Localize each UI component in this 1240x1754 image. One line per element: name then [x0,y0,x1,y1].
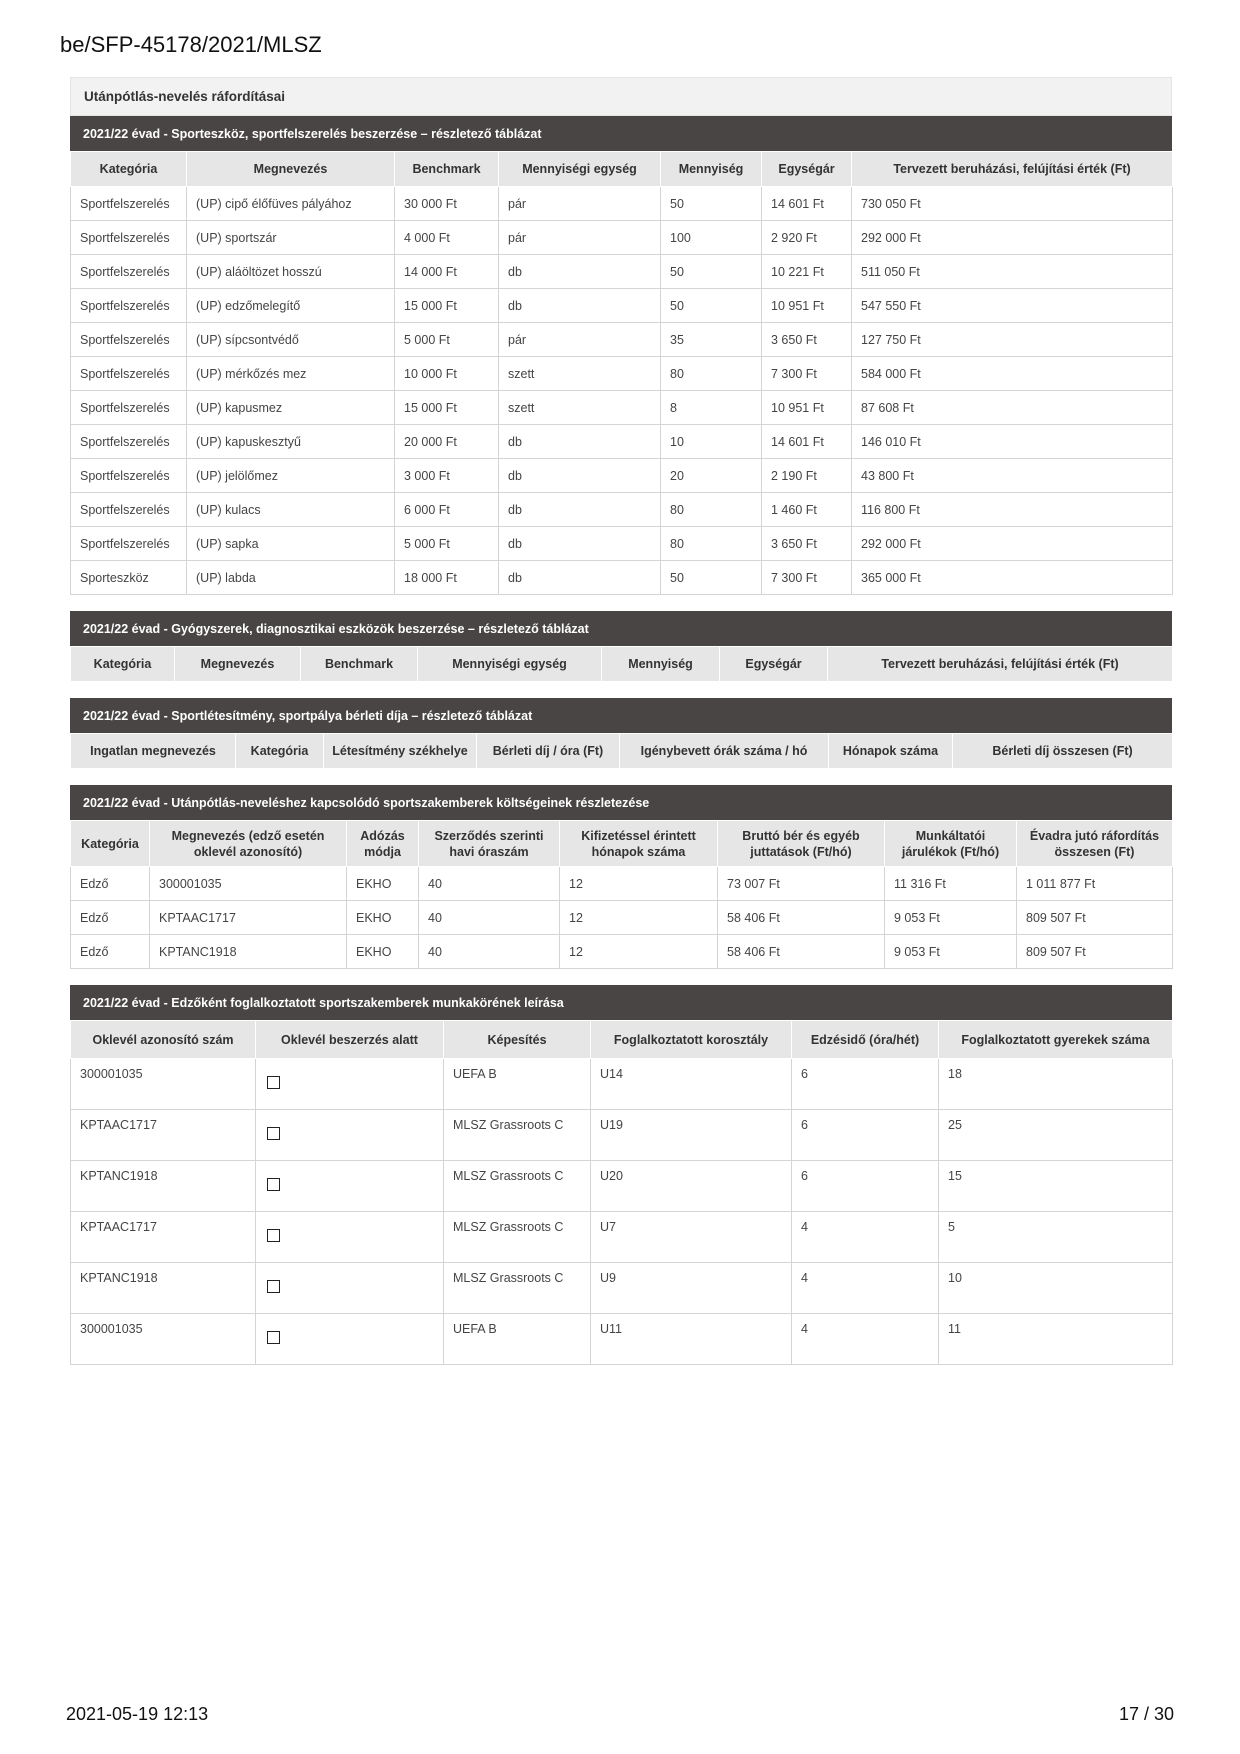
column-header: Mennyiség [661,152,762,187]
column-header: Bérleti díj / óra (Ft) [477,734,620,769]
table-cell: 11 [939,1314,1173,1365]
column-header: Szerződés szerinti havi óraszám [419,821,560,867]
column-header: Kategória [71,152,187,187]
table-cell: (UP) labda [187,561,395,595]
table-cell: Sportfelszerelés [71,221,187,255]
table-cell: 40 [419,867,560,901]
facility-rent-section-title: 2021/22 évad - Sportlétesítmény, sportpálya bérleti díja – részletező táblázat [70,698,1172,733]
table-cell: (UP) kapusmez [187,391,395,425]
table-cell: 6 [792,1110,939,1161]
table-cell: 7 300 Ft [762,561,852,595]
table-cell: 8 [661,391,762,425]
table-cell: Edző [71,867,150,901]
table-cell: UEFA B [444,1314,591,1365]
column-header: Hónapok száma [829,734,953,769]
table-row [71,425,1173,459]
table-cell: 10 951 Ft [762,391,852,425]
table-cell: szett [499,357,661,391]
table-cell: 3 650 Ft [762,527,852,561]
table-cell: 146 010 Ft [852,425,1173,459]
table-cell: U7 [591,1212,792,1263]
column-header: Kategória [71,647,175,682]
table-cell-checkbox [256,1263,444,1314]
table-cell: 50 [661,187,762,221]
table-cell: 3 000 Ft [395,459,499,493]
table-cell: 365 000 Ft [852,561,1173,595]
table-cell: Sportfelszerelés [71,323,187,357]
table-cell: 4 [792,1314,939,1365]
column-header: Évadra jutó ráfordítás összesen (Ft) [1017,821,1173,867]
table-cell: (UP) aláöltözet hosszú [187,255,395,289]
table-row [71,1212,1173,1263]
coaches-section-title: 2021/22 évad - Edzőként foglalkoztatott sportszakemberek munkakörének leírása [70,985,1172,1020]
table-cell: szett [499,391,661,425]
table-cell: Sporteszköz [71,561,187,595]
table-cell: pár [499,187,661,221]
table-cell: db [499,561,661,595]
table-cell: KPTAAC1717 [150,901,347,935]
table-row [71,561,1173,595]
table-cell-checkbox [256,1314,444,1365]
table-cell: 15 [939,1161,1173,1212]
table-cell: 12 [560,901,718,935]
table-cell: 58 406 Ft [718,901,885,935]
table-row [71,357,1173,391]
table-cell: EKHO [347,935,419,969]
table-cell: 2 190 Ft [762,459,852,493]
table-cell: (UP) sportszár [187,221,395,255]
equipment-section-title: 2021/22 évad - Sporteszköz, sportfelszerelés beszerzése – részletező táblázat [70,116,1172,151]
table-cell: 116 800 Ft [852,493,1173,527]
table-cell: 14 601 Ft [762,425,852,459]
table-cell: db [499,493,661,527]
table-cell: 40 [419,935,560,969]
coaches-table [70,1020,1173,1365]
coaches-section [70,985,1172,1365]
table-row [71,493,1173,527]
table-cell: 9 053 Ft [885,901,1017,935]
table-cell: 12 [560,935,718,969]
table-cell: 43 800 Ft [852,459,1173,493]
main-content [70,77,1172,1381]
table-cell-checkbox [256,1161,444,1212]
column-header: Oklevél beszerzés alatt [256,1021,444,1059]
equipment-table [70,151,1173,595]
equipment-section [70,116,1172,595]
coaches-table-body [71,1059,1173,1365]
table-cell: Sportfelszerelés [71,493,187,527]
table-cell: 730 050 Ft [852,187,1173,221]
table-cell: 2 920 Ft [762,221,852,255]
table-cell: 73 007 Ft [718,867,885,901]
column-header: Ingatlan megnevezés [71,734,236,769]
column-header: Egységár [720,647,828,682]
medical-section [70,611,1172,682]
table-row [71,1110,1173,1161]
table-cell: 511 050 Ft [852,255,1173,289]
table-cell: U11 [591,1314,792,1365]
table-cell: 15 000 Ft [395,391,499,425]
certificate-in-progress-checkbox[interactable] [267,1229,280,1242]
column-header: Kifizetéssel érintett hónapok száma [560,821,718,867]
column-header: Megnevezés [187,152,395,187]
column-header: Munkáltatói járulékok (Ft/hó) [885,821,1017,867]
table-cell: Sportfelszerelés [71,527,187,561]
table-cell: EKHO [347,867,419,901]
table-cell: 80 [661,527,762,561]
table-row [71,527,1173,561]
table-row [71,323,1173,357]
table-cell: 10 000 Ft [395,357,499,391]
table-cell: MLSZ Grassroots C [444,1161,591,1212]
table-cell: Edző [71,935,150,969]
table-cell: 1 011 877 Ft [1017,867,1173,901]
certificate-in-progress-checkbox[interactable] [267,1280,280,1293]
table-row [71,1161,1173,1212]
column-header: Egységár [762,152,852,187]
table-row [71,187,1173,221]
table-row [71,391,1173,425]
coaches-header-row [71,1021,1173,1059]
medical-section-title: 2021/22 évad - Gyógyszerek, diagnosztikai eszközök beszerzése – részletező táblázat [70,611,1172,646]
table-cell: 50 [661,561,762,595]
table-cell-checkbox [256,1212,444,1263]
certificate-in-progress-checkbox[interactable] [267,1076,280,1089]
table-cell: 100 [661,221,762,255]
column-header: Képesítés [444,1021,591,1059]
table-cell: U14 [591,1059,792,1110]
table-row [71,935,1173,969]
table-cell: (UP) mérkőzés mez [187,357,395,391]
table-cell: Sportfelszerelés [71,187,187,221]
staff-costs-table-body [71,867,1173,969]
column-header: Adózás módja [347,821,419,867]
table-cell: (UP) cipő élőfüves pályához [187,187,395,221]
table-cell-checkbox [256,1059,444,1110]
certificate-in-progress-checkbox[interactable] [267,1331,280,1344]
table-cell: KPTAAC1717 [71,1110,256,1161]
table-cell: Sportfelszerelés [71,255,187,289]
table-cell: 11 316 Ft [885,867,1017,901]
table-cell: UEFA B [444,1059,591,1110]
column-header: Tervezett beruházási, felújítási érték (Ft) [852,152,1173,187]
table-cell: 18 [939,1059,1173,1110]
table-cell: 1 460 Ft [762,493,852,527]
table-cell: db [499,255,661,289]
table-cell: 292 000 Ft [852,527,1173,561]
table-cell: pár [499,221,661,255]
table-cell: KPTANC1918 [71,1161,256,1212]
table-cell: (UP) edzőmelegítő [187,289,395,323]
table-cell: 5 000 Ft [395,527,499,561]
table-cell: KPTANC1918 [71,1263,256,1314]
certificate-in-progress-checkbox[interactable] [267,1178,280,1191]
table-row [71,901,1173,935]
table-cell: 3 650 Ft [762,323,852,357]
footer-timestamp: 2021-05-19 12:13 [66,1704,209,1724]
table-cell: 5 000 Ft [395,323,499,357]
column-header: Mennyiségi egység [499,152,661,187]
table-cell: EKHO [347,901,419,935]
table-cell: MLSZ Grassroots C [444,1212,591,1263]
equipment-header-row [71,152,1173,187]
table-cell: 809 507 Ft [1017,901,1173,935]
table-cell: 50 [661,255,762,289]
table-cell: 584 000 Ft [852,357,1173,391]
table-cell: Sportfelszerelés [71,391,187,425]
table-cell: (UP) jelölőmez [187,459,395,493]
column-header: Megnevezés (edző esetén oklevél azonosító) [150,821,347,867]
equipment-table-body [71,187,1173,595]
medical-header-row [71,647,1173,682]
table-cell: Edző [71,901,150,935]
table-cell: 4 [792,1263,939,1314]
table-cell: 300001035 [71,1059,256,1110]
table-cell: (UP) sapka [187,527,395,561]
table-cell: 10 951 Ft [762,289,852,323]
column-header: Kategória [236,734,324,769]
table-row [71,1059,1173,1110]
table-cell: 35 [661,323,762,357]
table-cell: (UP) kapuskesztyű [187,425,395,459]
table-cell: 14 601 Ft [762,187,852,221]
table-row [71,1263,1173,1314]
table-cell: 58 406 Ft [718,935,885,969]
column-header: Bruttó bér és egyéb juttatások (Ft/hó) [718,821,885,867]
table-cell: db [499,459,661,493]
table-cell: 80 [661,493,762,527]
table-cell: MLSZ Grassroots C [444,1263,591,1314]
table-cell: Sportfelszerelés [71,459,187,493]
column-header: Bérleti díj összesen (Ft) [953,734,1173,769]
table-row [71,459,1173,493]
table-cell: 87 608 Ft [852,391,1173,425]
column-header: Foglalkoztatott gyerekek száma [939,1021,1173,1059]
table-cell: (UP) kulacs [187,493,395,527]
table-cell: 14 000 Ft [395,255,499,289]
column-header: Oklevél azonosító szám [71,1021,256,1059]
table-cell: 6 000 Ft [395,493,499,527]
table-cell: 15 000 Ft [395,289,499,323]
table-cell: Sportfelszerelés [71,289,187,323]
facility-rent-section [70,698,1172,769]
column-header: Létesítmény székhelye [324,734,477,769]
table-cell: U20 [591,1161,792,1212]
table-cell: 50 [661,289,762,323]
table-row [71,221,1173,255]
table-cell: 80 [661,357,762,391]
table-cell: Sportfelszerelés [71,425,187,459]
table-row [71,255,1173,289]
table-cell: Sportfelszerelés [71,357,187,391]
facility-rent-header-row [71,734,1173,769]
medical-table [70,646,1173,682]
staff-costs-section [70,785,1172,969]
table-cell: MLSZ Grassroots C [444,1110,591,1161]
table-cell: 300001035 [71,1314,256,1365]
column-header: Kategória [71,821,150,867]
table-cell: 25 [939,1110,1173,1161]
table-cell: 127 750 Ft [852,323,1173,357]
table-cell: 6 [792,1059,939,1110]
table-cell: db [499,289,661,323]
column-header: Foglalkoztatott korosztály [591,1021,792,1059]
table-cell: pár [499,323,661,357]
staff-costs-table [70,820,1173,969]
table-cell: 10 [661,425,762,459]
table-cell: 10 [939,1263,1173,1314]
table-cell: 7 300 Ft [762,357,852,391]
table-row [71,867,1173,901]
page-section-header: Utánpótlás-nevelés ráfordításai [70,77,1172,116]
column-header: Benchmark [395,152,499,187]
table-cell: 6 [792,1161,939,1212]
table-cell: 4 000 Ft [395,221,499,255]
footer-page-number: 17 / 30 [1118,1704,1174,1724]
column-header: Mennyiség [602,647,720,682]
table-cell-checkbox [256,1110,444,1161]
table-row [71,1314,1173,1365]
table-cell: KPTANC1918 [150,935,347,969]
table-cell: 10 221 Ft [762,255,852,289]
column-header: Tervezett beruházási, felújítási érték (Ft) [828,647,1173,682]
table-cell: db [499,425,661,459]
table-cell: 20 000 Ft [395,425,499,459]
table-cell: U9 [591,1263,792,1314]
table-cell: 300001035 [150,867,347,901]
table-cell: 4 [792,1212,939,1263]
table-cell: 292 000 Ft [852,221,1173,255]
table-cell: 18 000 Ft [395,561,499,595]
table-cell: (UP) sípcsontvédő [187,323,395,357]
column-header: Benchmark [301,647,418,682]
column-header: Igénybevett órák száma / hó [620,734,829,769]
table-cell: 9 053 Ft [885,935,1017,969]
column-header: Edzésidő (óra/hét) [792,1021,939,1059]
document-id: be/SFP-45178/2021/MLSZ [60,32,322,57]
table-cell: 809 507 Ft [1017,935,1173,969]
staff-costs-header-row [71,821,1173,867]
table-row [71,289,1173,323]
table-cell: KPTAAC1717 [71,1212,256,1263]
column-header: Mennyiségi egység [418,647,602,682]
column-header: Megnevezés [175,647,301,682]
table-cell: 547 550 Ft [852,289,1173,323]
certificate-in-progress-checkbox[interactable] [267,1127,280,1140]
table-cell: db [499,527,661,561]
table-cell: 5 [939,1212,1173,1263]
table-cell: 12 [560,867,718,901]
facility-rent-table [70,733,1173,769]
table-cell: 20 [661,459,762,493]
table-cell: 40 [419,901,560,935]
table-cell: U19 [591,1110,792,1161]
staff-costs-section-title: 2021/22 évad - Utánpótlás-neveléshez kapcsolódó sportszakemberek költségeinek részletezése [70,785,1172,820]
table-cell: 30 000 Ft [395,187,499,221]
